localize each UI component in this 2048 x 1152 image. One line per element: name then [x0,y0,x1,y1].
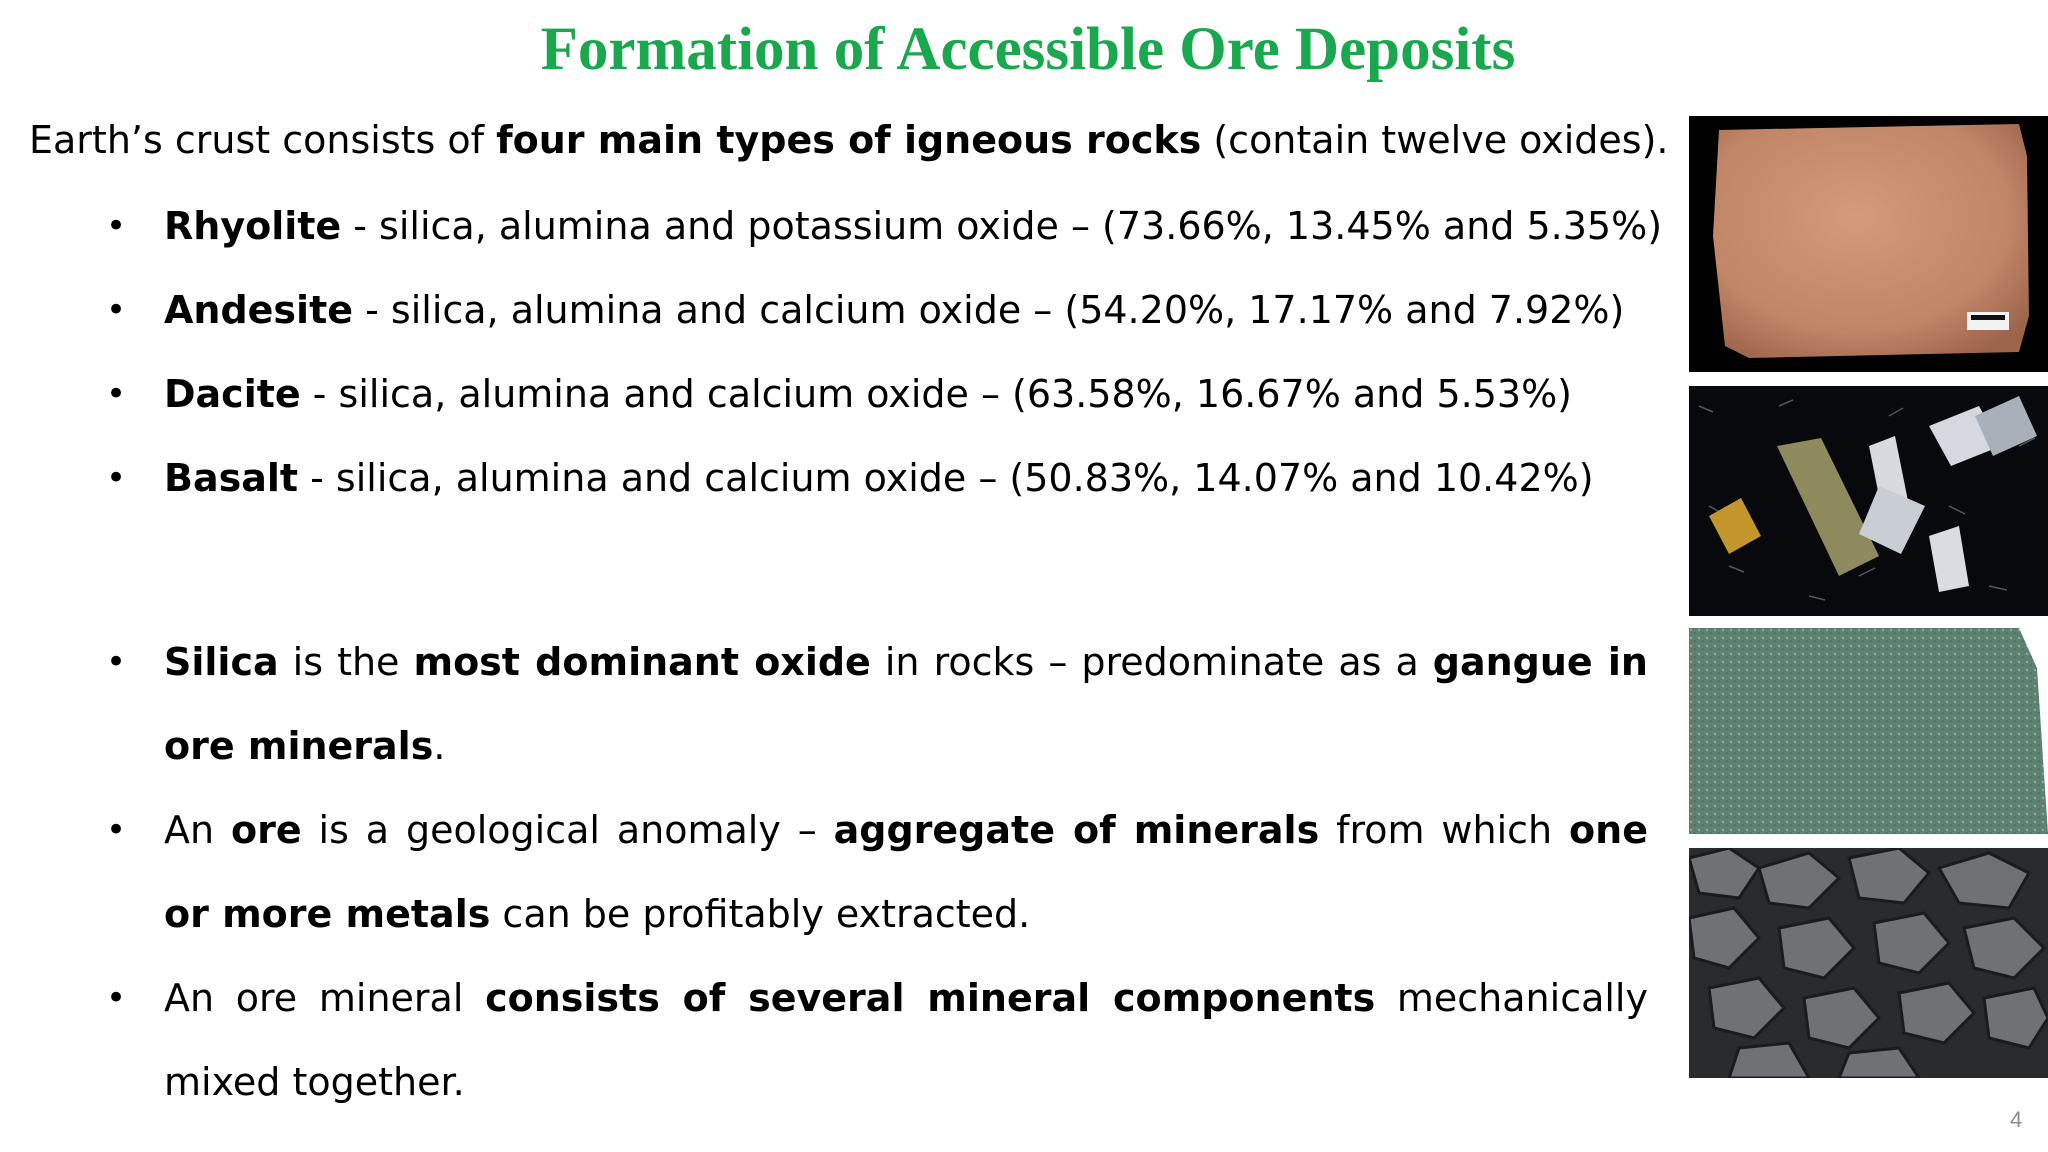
rock-composition: - silica, alumina and potassium oxide – (73.66%, 13.45% and 5.35%) [341,204,1663,248]
note-text-bold: gangue in ore minerals [164,640,1648,768]
rhyolite-sample-image [1689,116,2048,372]
rock-composition: - silica, alumina and calcium oxide – (50.83%, 14.07% and 10.42%) [298,456,1594,500]
note-text-bold: aggregate of minerals [833,808,1320,852]
notes-list [0,620,1648,1124]
rock-composition: - silica, alumina and calcium oxide – (54.20%, 17.17% and 7.92%) [353,288,1625,332]
page-number: 4 [2010,1107,2023,1132]
basalt-photo [1689,848,2048,1078]
dacite-sample-image [1689,628,2048,834]
bullet: • [106,810,127,850]
bullet: • [106,458,127,498]
slide-title: Formation of Accessible Ore Deposits [540,16,1516,83]
basalt-columns-image [1689,848,2048,1078]
note-text: in rocks – predominate as a [870,640,1433,684]
list-item [0,450,1662,534]
bullet: • [106,206,127,246]
note-text-bold: consists of several mineral components [485,976,1376,1020]
note-text: is the [278,640,414,684]
note-text: An ore mineral [164,976,486,1020]
note-text: from which [1319,808,1570,852]
andesite-photo [1689,386,2048,616]
list-item [0,956,1648,1124]
note-text-bold: most dominant oxide [413,640,871,684]
list-item [0,620,1648,788]
rhyolite-photo [1689,116,2048,372]
list-item [0,198,1662,282]
note-text-bold: Silica [164,640,279,684]
intro-text-end: (contain twelve oxides). [1201,118,1669,162]
list-item [0,282,1662,366]
bullet: • [106,374,127,414]
note-text: . [433,724,446,768]
intro-text-bold: four main types of igneous rocks [496,118,1202,162]
note-text: mechanically mixed together. [164,976,1648,1104]
rock-composition: - silica, alumina and calcium oxide – (63.58%, 16.67% and 5.53%) [300,372,1572,416]
intro-paragraph [29,112,1669,168]
andesite-thin-section-image [1689,386,2048,616]
list-item [0,366,1662,450]
bullet: • [106,642,127,682]
list-item [0,788,1648,956]
dacite-photo [1689,628,2048,834]
note-text: is a geological anomaly – [301,808,834,852]
note-text: can be profitably extracted. [490,892,1031,936]
rock-name: Rhyolite [164,204,342,248]
bullet: • [106,978,127,1018]
bullet: • [106,290,127,330]
rock-name: Basalt [164,456,299,500]
rock-name: Andesite [164,288,354,332]
note-text-bold: ore [230,808,302,852]
rock-name: Dacite [164,372,301,416]
intro-text-start: Earth’s crust consists of [29,118,497,162]
rock-type-list [0,198,1662,534]
note-text: An [164,808,231,852]
note-text-bold: one or more metals [164,808,1648,936]
